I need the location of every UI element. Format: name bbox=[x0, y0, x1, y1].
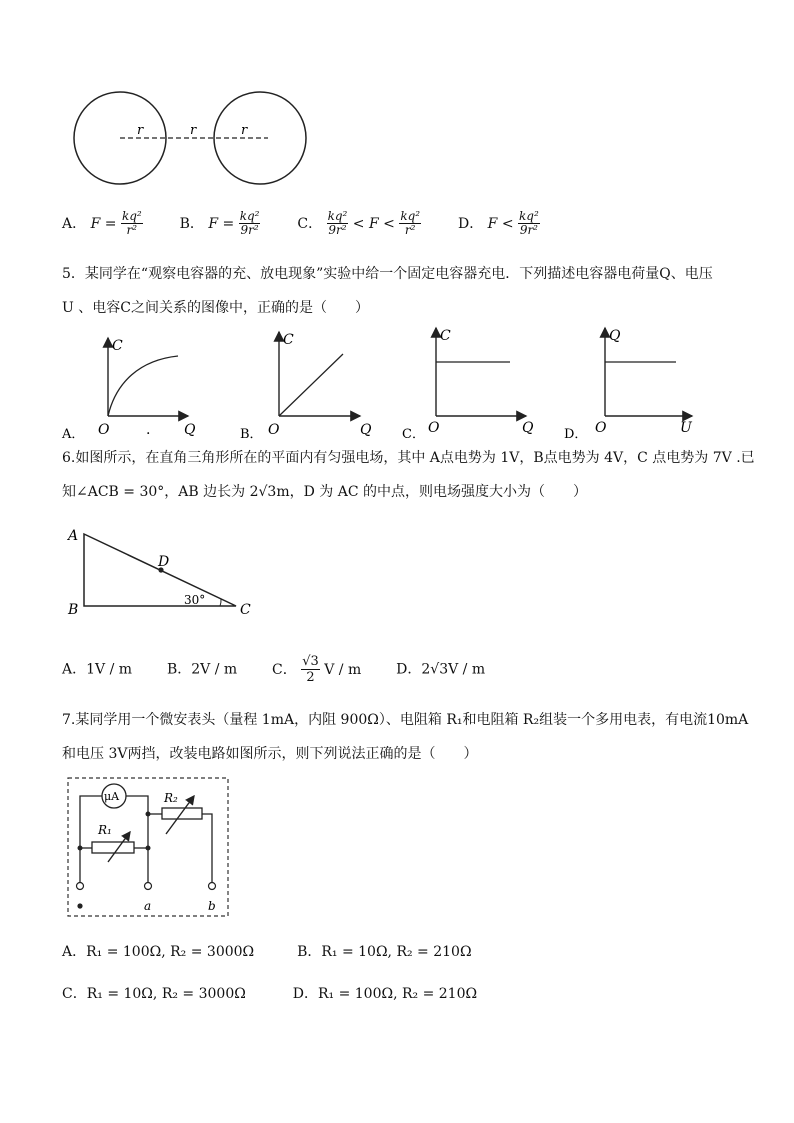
q5-c-option-label: C． bbox=[402, 427, 425, 442]
q5-d-xaxis-label: U bbox=[680, 420, 692, 436]
q4-a-label: A． bbox=[62, 215, 87, 232]
q6-c-den: 2 bbox=[306, 670, 315, 685]
q4-c-den1: 9r² bbox=[328, 223, 347, 237]
q4-a-math: F = bbox=[90, 215, 117, 232]
q6-stem-line1: 6.如图所示，在直角三角形所在的平面内有匀强电场，其中 A点电势为 1V，B点电势为 4V，C 点电势为 7V .已 bbox=[62, 450, 755, 466]
q5-a-xaxis-label: Q bbox=[184, 422, 196, 438]
q7-options-row1 bbox=[62, 942, 472, 962]
q5-a-origin: O bbox=[98, 422, 110, 438]
q6-c-label: C． bbox=[272, 661, 297, 678]
label-a: A bbox=[68, 528, 79, 544]
q5-d-yaxis-label: Q bbox=[609, 328, 621, 344]
label-r3: r bbox=[241, 123, 248, 138]
q5-a-dot: . bbox=[146, 422, 151, 438]
q4-c-mid: < F < bbox=[352, 215, 395, 232]
q6-option-a[interactable]: A．1V / m bbox=[62, 661, 133, 678]
terminal-dot bbox=[77, 903, 82, 908]
q5-a-option-label: A． bbox=[62, 427, 85, 442]
q7-option-a[interactable]: A．R₁ = 100Ω, R₂ = 3000Ω bbox=[62, 944, 255, 960]
q7-option-b[interactable]: B．R₁ = 10Ω, R₂ = 210Ω bbox=[297, 944, 472, 960]
q5-graphs bbox=[60, 322, 740, 444]
q6-option-b[interactable]: B．2V / m bbox=[166, 661, 238, 678]
label-a-terminal: a bbox=[144, 899, 152, 913]
q4-b-math: F = bbox=[208, 215, 235, 232]
q5-graph-d[interactable] bbox=[564, 328, 693, 442]
q6-stem-line2: 知∠ACB = 30°，AB 边长为 2√3m，D 为 AC 的中点，则电场强度大小为（ ） bbox=[62, 484, 587, 500]
label-r1: r bbox=[137, 123, 144, 138]
q4-d-num: kq² bbox=[519, 209, 539, 223]
q5-b-origin: O bbox=[268, 422, 280, 438]
q7-stem-line1: 7.某同学用一个微安表头（量程 1mA，内阻 900Ω）、电阻箱 R₁和电阻箱 R₂组装一个多用电表，有电流10mA bbox=[62, 712, 749, 728]
q5-graph-b[interactable] bbox=[240, 332, 372, 442]
label-b: B bbox=[68, 602, 79, 618]
label-b-terminal: b bbox=[208, 899, 216, 913]
q4-options bbox=[62, 210, 540, 237]
q5-graph-c[interactable] bbox=[402, 328, 534, 442]
q7-option-c[interactable]: C．R₁ = 10Ω, R₂ = 3000Ω bbox=[62, 986, 246, 1002]
q4-option-d[interactable] bbox=[457, 209, 540, 237]
q4-c-label: C． bbox=[297, 215, 323, 232]
q7-stem-line2: 和电压 3V两挡，改装电路如图所示，则下列说法正确的是（ ） bbox=[62, 746, 478, 762]
q4-d-math: F < bbox=[487, 215, 514, 232]
resistor-r1 bbox=[92, 842, 134, 853]
q4-b-label: B． bbox=[179, 215, 204, 232]
q5-c-xaxis-label: Q bbox=[522, 420, 534, 436]
q4-c-num2: kq² bbox=[400, 209, 421, 223]
q7-options-row2 bbox=[62, 984, 477, 1004]
q5-stem-line2: U 、电容C之间关系的图像中，正确的是（ ） bbox=[62, 300, 369, 316]
q6-c-frac bbox=[301, 654, 320, 685]
q4-b-frac bbox=[239, 210, 261, 237]
q6-options bbox=[62, 654, 485, 685]
q4-b-num: kq² bbox=[239, 209, 260, 223]
label-d: D bbox=[158, 554, 170, 570]
q4-option-c[interactable] bbox=[297, 209, 425, 237]
q4-b-den: 9r² bbox=[240, 223, 259, 237]
spheres-figure bbox=[60, 88, 320, 193]
q4-d-den: 9r² bbox=[519, 223, 538, 237]
meter-label: μA bbox=[104, 790, 120, 803]
q4-c-num1: kq² bbox=[327, 209, 348, 223]
q4-c-frac2 bbox=[399, 210, 421, 237]
terminal-b bbox=[209, 883, 216, 890]
q4-a-num: kq² bbox=[121, 209, 142, 223]
r2-label: R₂ bbox=[164, 791, 178, 805]
q6-option-c[interactable] bbox=[272, 654, 366, 685]
q6-c-unit: V / m bbox=[324, 661, 362, 678]
terminal-a bbox=[145, 883, 152, 890]
q5-c-yaxis-label: C bbox=[440, 328, 451, 344]
terminal-common bbox=[77, 883, 84, 890]
angle-arc bbox=[220, 599, 221, 606]
label-angle: 30° bbox=[184, 593, 206, 607]
q5-d-origin: O bbox=[595, 420, 607, 436]
q4-a-frac bbox=[121, 210, 143, 237]
q4-d-label: D． bbox=[457, 215, 484, 232]
q4-option-a[interactable] bbox=[62, 209, 147, 237]
q5-c-origin: O bbox=[428, 420, 440, 436]
q5-line-b bbox=[279, 354, 343, 416]
q4-a-den: r² bbox=[126, 223, 138, 237]
q6-option-d[interactable]: D．2√3V / m bbox=[396, 661, 486, 678]
label-c: C bbox=[240, 602, 251, 618]
resistor-r2 bbox=[162, 808, 202, 819]
q4-c-frac1 bbox=[327, 210, 349, 237]
q5-d-option-label: D． bbox=[564, 427, 588, 442]
label-r2: r bbox=[190, 123, 197, 138]
q5-curve-a bbox=[108, 356, 178, 416]
q4-c-den2: r² bbox=[404, 223, 416, 237]
q4-option-b[interactable] bbox=[179, 209, 265, 237]
q4-d-frac bbox=[518, 210, 540, 237]
q5-graph-a[interactable] bbox=[61, 338, 196, 442]
q7-option-d[interactable]: D．R₁ = 100Ω, R₂ = 210Ω bbox=[292, 986, 478, 1002]
q5-stem-line1: 5．某同学在“观察电容器的充、放电现象”实验中给一个固定电容器充电．下列描述电容器电荷量Q、电压 bbox=[62, 266, 713, 282]
q7-circuit-figure bbox=[66, 776, 232, 920]
q5-b-option-label: B． bbox=[240, 427, 263, 442]
q5-b-xaxis-label: Q bbox=[360, 422, 372, 438]
q5-b-yaxis-label: C bbox=[283, 332, 294, 348]
q6-c-num: √3 bbox=[302, 654, 319, 669]
q6-triangle-figure bbox=[60, 522, 260, 622]
q5-a-yaxis-label: C bbox=[112, 338, 123, 354]
r1-label: R₁ bbox=[98, 823, 112, 837]
